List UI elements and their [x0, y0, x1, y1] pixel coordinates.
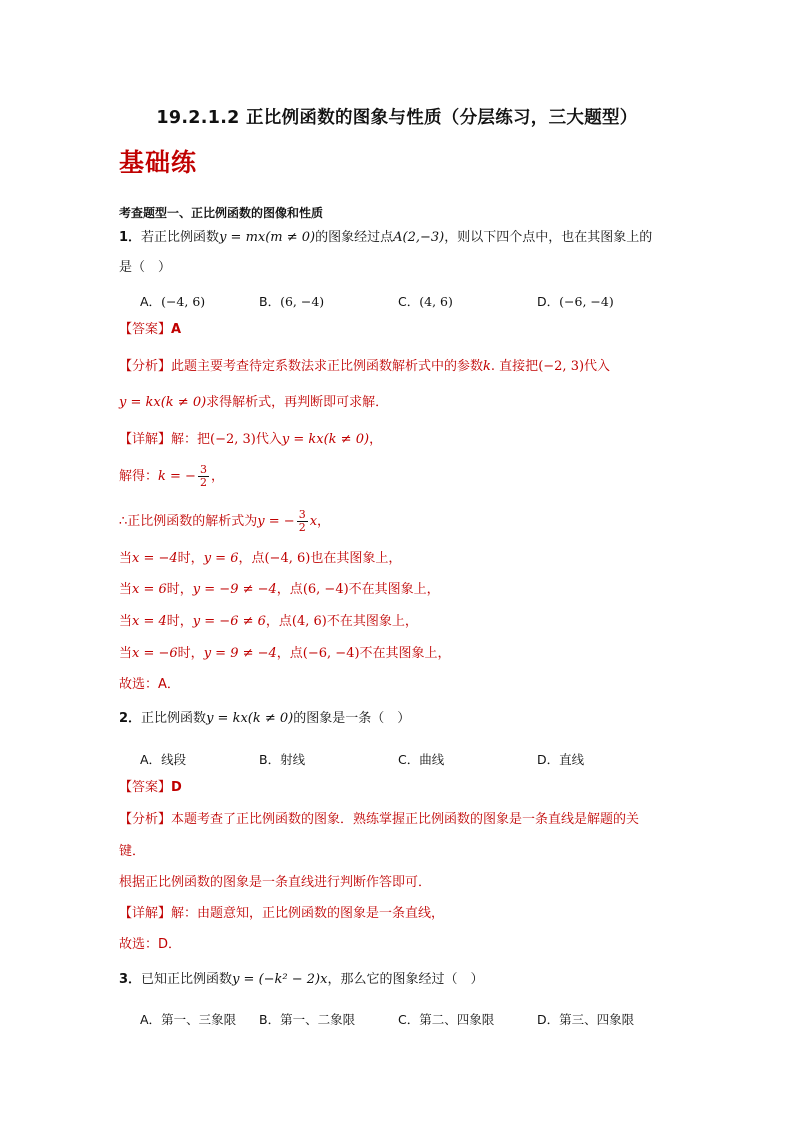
q3-option-d: D．第三、四象限: [537, 1012, 635, 1027]
q1-solve-line: 解得：k = − $\frac{3}{2}$ ，: [119, 463, 224, 489]
q2-option-d: D．直线: [537, 752, 585, 767]
q1-number: 1．: [119, 230, 142, 245]
q1-stem-line2: 是（ ）: [119, 260, 172, 275]
q3-option-a: A．第一、三象限: [140, 1012, 237, 1027]
q1-check-3: 当x = 4时，y = −6 ≠ 6，点(4, 6)不在其图象上，: [119, 614, 418, 629]
document-title: 19.2.1.2 正比例函数的图象与性质（分层练习，三大题型）: [156, 108, 638, 128]
q2-answer: 【答案】D: [119, 780, 182, 795]
category-heading: 考查题型一、正比例函数的图像和性质: [119, 206, 324, 220]
q1-point: A(2,−3): [393, 230, 445, 245]
q1-option-d: D．(−6, −4): [537, 294, 614, 309]
q3-option-c: C．第二、四象限: [398, 1012, 495, 1027]
q2-analysis-line2: 键．: [119, 844, 146, 859]
q2-number: 2．: [119, 711, 142, 726]
q3-formula: y = (−k² − 2)x: [232, 972, 328, 987]
q3-option-b: B．第一、二象限: [259, 1012, 356, 1027]
q1-answer: 【答案】A: [119, 322, 182, 337]
q1-check-2: 当x = 6时，y = −9 ≠ −4，点(6, −4)不在其图象上，: [119, 582, 440, 597]
q2-choose: 故选：D．: [119, 937, 182, 952]
q1-choose: 故选：A．: [119, 677, 180, 692]
q3-number: 3．: [119, 972, 142, 987]
q1-therefore-line: ∴正比例函数的解析式为y = − $\frac{3}{2}$ x，: [119, 508, 331, 534]
q1-option-a: A．(−4, 6): [140, 294, 206, 309]
q1-analysis-line1: 【分析】此题主要考查待定系数法求正比例函数解析式中的参数k. 直接把(−2, 3)代入: [119, 359, 611, 374]
q1-therefore-fraction: $\frac{3}{2}$: [298, 508, 306, 534]
q2-analysis-line1: 【分析】本题考查了正比例函数的图象．熟练掌握正比例函数的图象是一条直线是解题的关: [119, 812, 640, 827]
q1-formula: y = mx(m ≠ 0): [219, 230, 316, 245]
q1-stem: 1．若正比例函数y = mx(m ≠ 0)的图象经过点A(2,−3)，则以下四个点中，也在其图象上的: [119, 230, 653, 245]
q2-analysis-line3: 根据正比例函数的图象是一条直线进行判断作答即可．: [119, 875, 432, 890]
q1-check-1: 当x = −4时，y = 6，点(−4, 6)也在其图象上，: [119, 551, 402, 566]
q1-fraction: $\frac{3}{2}$: [199, 463, 207, 489]
q3-stem: 3．已知正比例函数y = (−k² − 2)x，那么它的图象经过（ ）: [119, 972, 484, 987]
q1-option-b: B．(6, −4): [259, 294, 325, 309]
q2-stem: 2．正比例函数y = kx(k ≠ 0)的图象是一条（ ）: [119, 711, 411, 726]
q2-option-c: C．曲线: [398, 752, 445, 767]
q2-formula: y = kx(k ≠ 0): [206, 711, 294, 726]
q1-detail-line1: 【详解】解：把(−2, 3)代入y = kx(k ≠ 0)，: [119, 432, 383, 447]
q2-detail: 【详解】解：由题意知，正比例函数的图象是一条直线，: [119, 906, 445, 921]
q2-option-b: B．射线: [259, 752, 306, 767]
q1-option-c: C．(4, 6): [398, 294, 453, 309]
q2-option-a: A．线段: [140, 752, 187, 767]
section-heading: 基础练: [119, 148, 198, 177]
q1-check-4: 当x = −6时，y = 9 ≠ −4，点(−6, −4)不在其图象上，: [119, 646, 451, 661]
q1-analysis-line2: y = kx(k ≠ 0)求得解析式，再判断即可求解．: [119, 395, 389, 410]
